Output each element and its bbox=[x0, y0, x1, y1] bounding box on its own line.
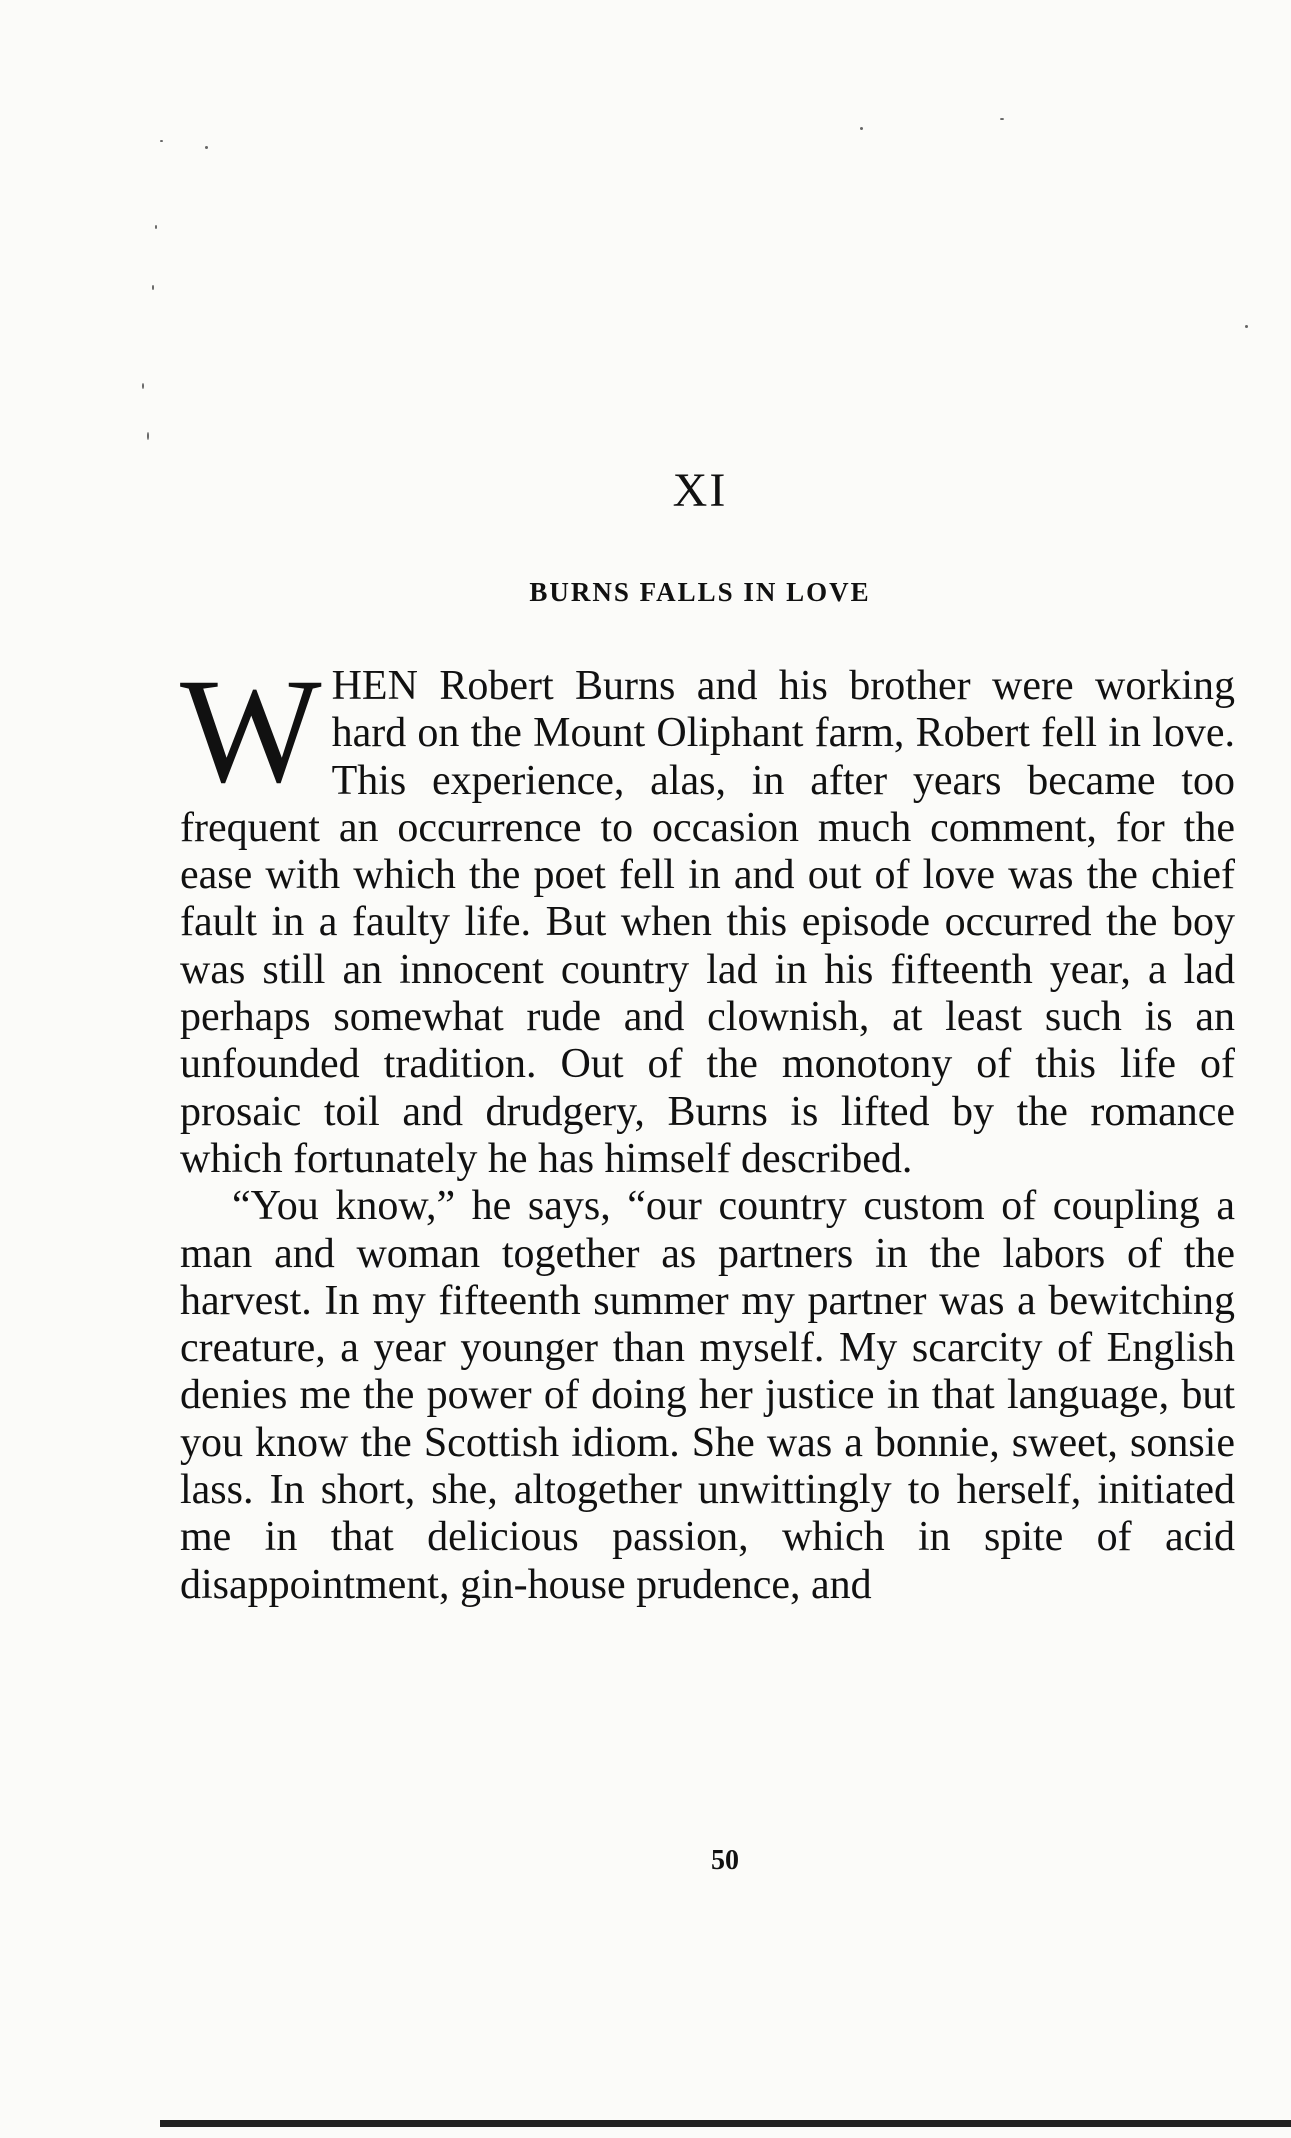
scan-speck bbox=[1245, 325, 1248, 328]
scan-speck bbox=[160, 140, 163, 142]
chapter-title: BURNS FALLS IN LOVE bbox=[529, 577, 871, 607]
scan-speck bbox=[205, 146, 208, 149]
page-number: 50 bbox=[711, 1845, 739, 1876]
paragraph-2: “You know,” he says, “our country custom of coupling a man and woman together as partners in the labors of the harvest. In my fifteenth summer my partner was a bewitching creature, a year younger than myself. My scarcity of English denies me the power of doing her justice in that language, but you know the Scottish idiom. She was a bonnie, sweet, sonsie lass. In short, she, altogether unwittingly to herself, initiated me in that delicious passion, which in spite of acid disappointment, gin-house prudence, and bbox=[180, 1183, 1235, 1608]
paragraph-1-text: HEN Robert Burns and his brother were working hard on the Mount Oliphant farm, Robert fell in love. This experience, alas, in after years became too frequent an occurrence to occasion much comment, for the ease with which the poet fell in and out of love was the chief fault in a faulty life. But when this episode occurred the boy was still an innocent country lad in his fifteenth year, a lad perhaps somewhat rude and clownish, at least such is an unfounded tradition. Out of the monotony of this life of prosaic toil and drudgery, Burns is lifted by the romance which fortunately he has himself described. bbox=[180, 663, 1235, 1182]
scan-speck bbox=[1000, 118, 1004, 120]
scan-speck bbox=[152, 285, 154, 290]
paragraph-1 bbox=[180, 648, 1235, 1183]
scan-speck bbox=[142, 383, 144, 389]
drop-cap: W bbox=[180, 648, 322, 814]
scan-speck bbox=[147, 432, 149, 440]
scan-edge-rule bbox=[160, 2120, 1291, 2127]
chapter-number: XI bbox=[672, 464, 728, 517]
chapter-body bbox=[180, 648, 1235, 1609]
scan-speck bbox=[155, 225, 157, 229]
scan-speck bbox=[860, 127, 863, 130]
